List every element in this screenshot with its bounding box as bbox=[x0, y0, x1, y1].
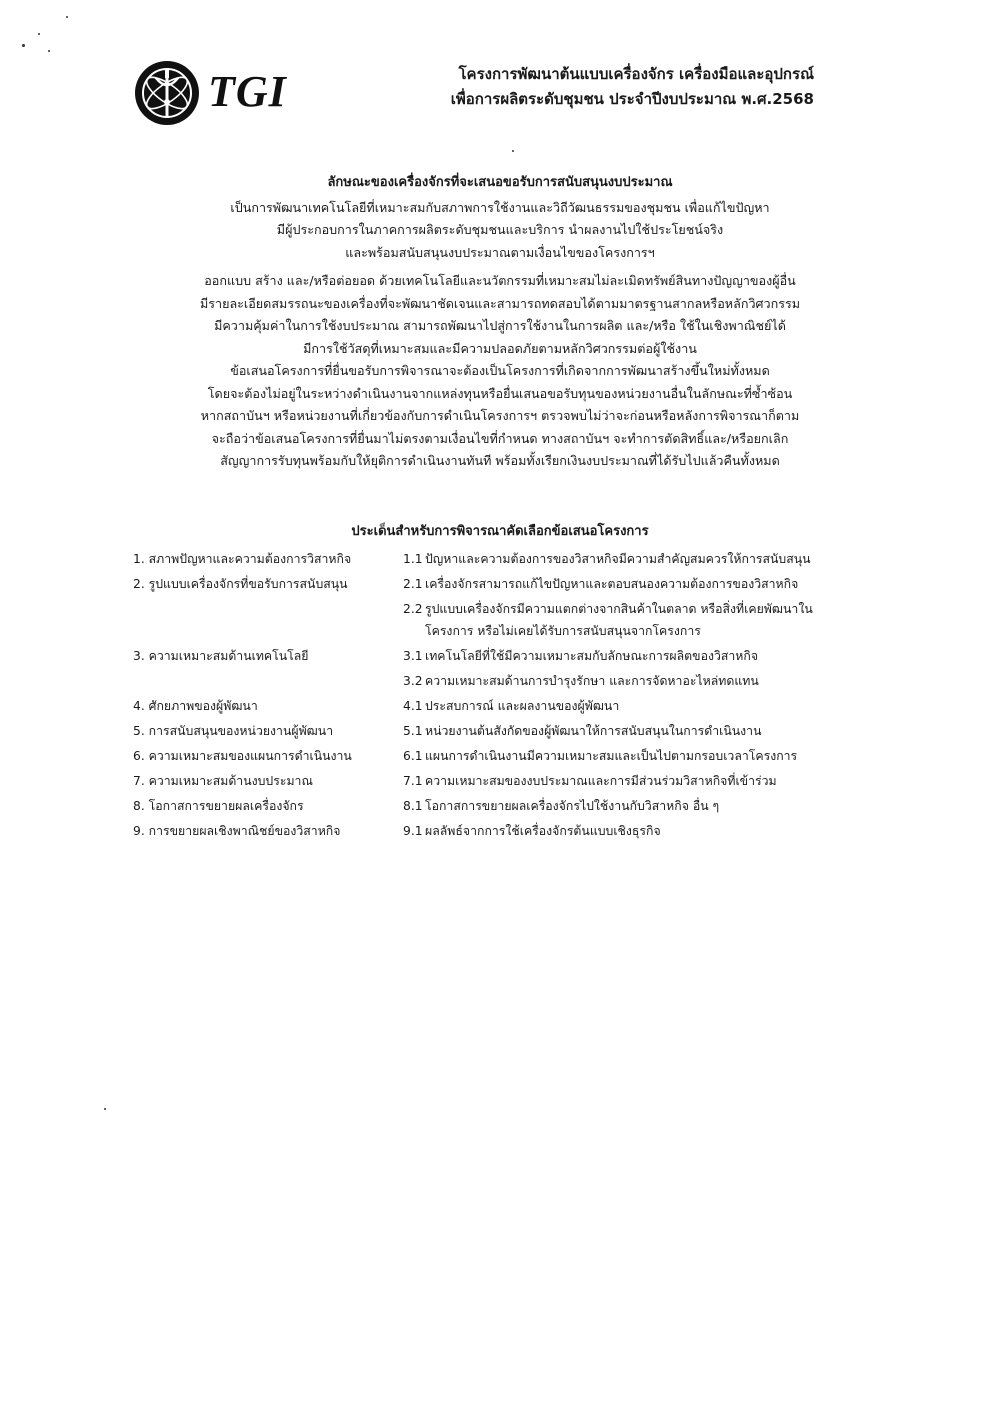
criterion-label: 7. ความเหมาะสมด้านงบประมาณ bbox=[133, 774, 313, 788]
criterion-details bbox=[403, 795, 813, 817]
criterion-label: 9. การขยายผลเชิงพาณิชย์ของวิสาหกิจ bbox=[133, 824, 341, 838]
sub-criterion bbox=[403, 645, 813, 667]
criteria-row bbox=[133, 720, 833, 742]
sub-criterion bbox=[403, 598, 813, 642]
sub-criterion-number: 2.2 bbox=[403, 602, 423, 616]
paragraph-line: หากสถาบันฯ หรือหน่วยงานที่เกี่ยวข้องกับการดำเนินโครงการฯ ตรวจพบไม่ว่าจะก่อนหรือหลังการพิจารณาก็ตาม bbox=[200, 408, 800, 423]
sub-criterion bbox=[403, 795, 813, 817]
criterion-label: 4. ศักยภาพของผู้พัฒนา bbox=[133, 699, 258, 713]
section-heading: ลักษณะของเครื่องจักรที่จะเสนอขอรับการสนับสนุนงบประมาณ bbox=[327, 175, 673, 190]
criterion-label: 6. ความเหมาะสมของแผนการดำเนินงาน bbox=[133, 749, 352, 763]
sub-criterion-number: 3.2 bbox=[403, 674, 423, 688]
sub-criterion-text: ความเหมาะสมด้านการบำรุงรักษา และการจัดหาอะไหล่ทดแทน bbox=[425, 674, 759, 688]
sub-criterion-number: 7.1 bbox=[403, 774, 423, 788]
criterion-details bbox=[403, 770, 813, 792]
sub-criterion-number: 3.1 bbox=[403, 649, 423, 663]
criteria-row bbox=[133, 548, 833, 570]
paragraph-line: ออกแบบ สร้าง และ/หรือต่อยอด ด้วยเทคโนโลยีและนวัตกรรมที่เหมาะสมไม่ละเมิดทรัพย์สินทางปัญญาของผู้อื่น bbox=[204, 273, 796, 288]
tgi-logo-text: TGI bbox=[208, 67, 287, 116]
sub-criterion-number: 5.1 bbox=[403, 724, 423, 738]
criteria-row bbox=[133, 795, 833, 817]
criteria-row bbox=[133, 745, 833, 767]
criteria-row bbox=[133, 820, 833, 842]
criterion-label: 1. สภาพปัญหาและความต้องการวิสาหกิจ bbox=[133, 552, 352, 566]
criterion-details bbox=[403, 695, 813, 717]
criterion-label: 2. รูปแบบเครื่องจักรที่ขอรับการสนับสนุน bbox=[133, 577, 348, 591]
project-title-line: เพื่อการผลิตระดับชุมชน ประจำปีงบประมาณ พ.ศ.2568 bbox=[450, 90, 814, 108]
criteria-list bbox=[133, 548, 833, 845]
sub-criterion bbox=[403, 745, 813, 767]
paragraph-line: สัญญาการรับทุนพร้อมกับให้ยุติการดำเนินงานทันที พร้อมทั้งเรียกเงินงบประมาณที่ได้รับไปแล้วคืนทั้งหมด bbox=[220, 453, 780, 468]
sub-criterion-number: 9.1 bbox=[403, 824, 423, 838]
tgi-emblem-icon bbox=[132, 58, 202, 128]
criterion-details bbox=[403, 820, 813, 842]
scan-speck bbox=[66, 16, 68, 18]
sub-criterion-text: โอกาสการขยายผลเครื่องจักรไปใช้งานกับวิสาหกิจ อื่น ๆ bbox=[425, 799, 720, 813]
sub-criterion-number: 8.1 bbox=[403, 799, 423, 813]
sub-criterion bbox=[403, 770, 813, 792]
sub-criterion-text: ปัญหาและความต้องการของวิสาหกิจมีความสำคัญสมควรให้การสนับสนุน bbox=[425, 552, 811, 566]
criterion-details bbox=[403, 720, 813, 742]
criterion-details bbox=[403, 548, 813, 570]
criteria-row bbox=[133, 573, 833, 642]
scan-speck bbox=[48, 50, 50, 52]
criterion-label: 8. โอกาสการขยายผลเครื่องจักร bbox=[133, 799, 304, 813]
paragraph-line: และพร้อมสนับสนุนงบประมาณตามเงื่อนไขของโครงการฯ bbox=[345, 244, 655, 260]
project-title-line: โครงการพัฒนาต้นแบบเครื่องจักร เครื่องมือและอุปกรณ์ bbox=[458, 65, 814, 83]
criterion-label: 5. การสนับสนุนของหน่วยงานผู้พัฒนา bbox=[133, 724, 334, 738]
paragraph-line: มีผู้ประกอบการในภาคการผลิตระดับชุมชนและบริการ นำผลงานไปใช้ประโยชน์จริง bbox=[276, 222, 724, 237]
criteria-row bbox=[133, 770, 833, 792]
project-title bbox=[451, 62, 814, 112]
paragraph-line: จะถือว่าข้อเสนอโครงการที่ยื่นมาไม่ตรงตามเงื่อนไขที่กำหนด ทางสถาบันฯ จะทำการตัดสิทธิ์และ/หรือยกเลิก bbox=[211, 430, 789, 446]
criteria-row bbox=[133, 645, 833, 692]
scan-speck bbox=[38, 33, 40, 35]
scan-speck bbox=[512, 150, 514, 152]
sub-criterion-text: ผลลัพธ์จากการใช้เครื่องจักรต้นแบบเชิงธุรกิจ bbox=[425, 824, 661, 838]
machine-characteristics-section bbox=[0, 172, 1000, 473]
sub-criterion-text: รูปแบบเครื่องจักรมีความแตกต่างจากสินค้าในตลาด หรือสิ่งที่เคยพัฒนาในโครงการ หรือไม่เคยได้รับการสนับสนุนจากโครงการ bbox=[425, 602, 813, 638]
criterion-label: 3. ความเหมาะสมด้านเทคโนโลยี bbox=[133, 649, 309, 663]
sub-criterion-text: เครื่องจักรสามารถแก้ไขปัญหาและตอบสนองความต้องการของวิสาหกิจ bbox=[425, 577, 799, 591]
sub-criterion bbox=[403, 670, 813, 692]
sub-criterion bbox=[403, 820, 813, 842]
tgi-logo bbox=[132, 58, 302, 128]
sub-criterion-text: เทคโนโลยีที่ใช้มีความเหมาะสมกับลักษณะการผลิตของวิสาหกิจ bbox=[425, 649, 759, 663]
sub-criterion bbox=[403, 695, 813, 717]
section-heading: ประเด็นสำหรับการพิจารณาคัดเลือกข้อเสนอโครงการ bbox=[351, 524, 649, 539]
sub-criterion bbox=[403, 573, 813, 595]
paragraph-line: มีรายละเอียดสมรรถนะของเครื่องที่จะพัฒนาชัดเจนและสามารถทดสอบได้ตามมาตรฐานสากลหรือหลักวิศวกรรม bbox=[199, 295, 801, 311]
paragraph-line: มีความคุ้มค่าในการใช้งบประมาณ สามารถพัฒนาไปสู่การใช้งานในการผลิต และ/หรือ ใช้ในเชิงพาณิชย์ได้ bbox=[214, 318, 786, 333]
sub-criterion-text: ประสบการณ์ และผลงานของผู้พัฒนา bbox=[425, 699, 620, 713]
sub-criterion-number: 2.1 bbox=[403, 577, 423, 591]
sub-criterion-number: 4.1 bbox=[403, 699, 423, 713]
sub-criterion-text: หน่วยงานต้นสังกัดของผู้พัฒนาให้การสนับสนุนในการดำเนินงาน bbox=[425, 724, 762, 738]
sub-criterion-text: แผนการดำเนินงานมีความเหมาะสมและเป็นไปตามกรอบเวลาโครงการ bbox=[425, 749, 798, 763]
scan-speck bbox=[104, 1108, 106, 1110]
criterion-details bbox=[403, 645, 813, 692]
paragraph-line: โดยจะต้องไม่อยู่ในระหว่างดำเนินงานจากแหล่งทุนหรือยื่นเสนอขอรับทุนของหน่วยงานอื่นในลักษณะที่ซ้ำซ้อน bbox=[207, 385, 793, 401]
sub-criterion bbox=[403, 548, 813, 570]
criterion-details bbox=[403, 745, 813, 767]
criterion-details bbox=[403, 573, 813, 642]
sub-criterion-number: 1.1 bbox=[403, 552, 423, 566]
criteria-row bbox=[133, 695, 833, 717]
paragraph-line: ข้อเสนอโครงการที่ยื่นขอรับการพิจารณาจะต้องเป็นโครงการที่เกิดจากการพัฒนาสร้างขึ้นใหม่ทั้งหมด bbox=[230, 363, 770, 378]
scan-speck bbox=[22, 44, 25, 47]
sub-criterion-text: ความเหมาะสมของงบประมาณและการมีส่วนร่วมวิสาหกิจที่เข้าร่วม bbox=[425, 774, 777, 788]
paragraph-line: เป็นการพัฒนาเทคโนโลยีที่เหมาะสมกับสภาพการใช้งานและวิถีวัฒนธรรมของชุมชน เพื่อแก้ไขปัญหา bbox=[230, 199, 770, 215]
sub-criterion-number: 6.1 bbox=[403, 749, 423, 763]
sub-criterion bbox=[403, 720, 813, 742]
paragraph-line: มีการใช้วัสดุที่เหมาะสมและมีความปลอดภัยตามหลักวิศวกรรมต่อผู้ใช้งาน bbox=[303, 340, 697, 356]
